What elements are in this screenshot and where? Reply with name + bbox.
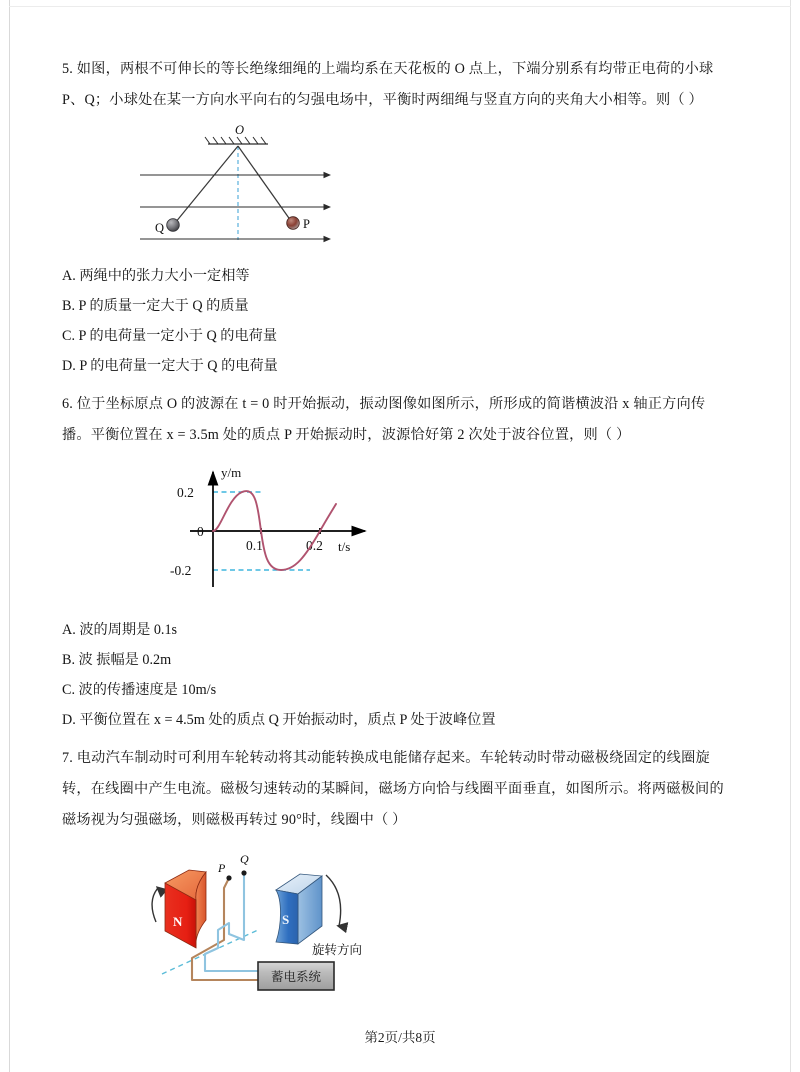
label-south-pole: S	[282, 912, 290, 927]
question-6-option-c: C. 波的传播速度是 10m/s	[62, 682, 217, 698]
page-edge-top	[9, 6, 791, 7]
question-5-option-b: B. P 的质量一定大于 Q 的质量	[62, 298, 249, 314]
question-6-option-b: B. 波 振幅是 0.2m	[62, 652, 172, 668]
question-6-line-1: 6. 位于坐标原点 O 的波源在 t = 0 时开始振动，振动图像如图所示，所形成的简谐横波沿 x 轴正方向传	[62, 396, 706, 412]
label-ball-P: P	[303, 217, 310, 231]
coil-wire-blue	[205, 875, 258, 971]
question-5-line-1: 5. 如图，两根不可伸长的等长绝缘细绳的上端均系在天花板的 O 点上，下端分别系有均带正电荷的小球	[62, 61, 714, 77]
label-storage-system: 蓄电系统	[270, 970, 322, 984]
charged-ball-P	[287, 217, 300, 230]
y-tick-minus-0.2: -0.2	[170, 563, 192, 578]
y-tick-0.2: 0.2	[177, 485, 194, 500]
page-edge-right	[790, 0, 791, 1072]
wave-displacement-time-graph	[150, 459, 410, 609]
label-north-pole: N	[173, 914, 183, 929]
question-5-line-2: P、Q；小球处在某一方向水平向右的匀强电场中，平衡时两细绳与竖直方向的夹角大小相等。则（ ）	[62, 92, 703, 108]
question-5-option-d: D. P 的电荷量一定大于 Q 的电荷量	[62, 358, 278, 374]
charged-ball-Q	[167, 219, 180, 232]
storage-system-box	[258, 962, 334, 990]
y-axis-label: y/m	[221, 465, 242, 480]
y-tick-0: 0	[197, 524, 204, 539]
question-6-option-a: A. 波的周期是 0.1s	[62, 622, 178, 638]
label-origin-O: O	[235, 123, 245, 137]
x-tick-0.2: 0.2	[306, 538, 323, 553]
south-magnet	[276, 874, 322, 944]
string-to-P	[238, 146, 291, 221]
north-magnet	[165, 870, 206, 948]
terminal-point-Q	[241, 870, 246, 875]
question-5-option-a: A. 两绳中的张力大小一定相等	[62, 268, 250, 284]
question-6	[62, 389, 740, 735]
question-5-option-c: C. P 的电荷量一定小于 Q 的电荷量	[62, 328, 278, 344]
page-footer: 第2页/共8页	[364, 1030, 436, 1045]
label-rotation-direction: 旋转方向	[312, 943, 363, 957]
question-7-line-1: 7. 电动汽车制动时可利用车轮转动将其动能转换成电能储存起来。车轮转动时带动磁极绕固定的线圈旋	[62, 750, 710, 766]
question-7	[62, 743, 740, 1014]
label-terminal-P: P	[218, 861, 226, 875]
rotation-arrow-left	[152, 888, 158, 922]
page-content	[62, 54, 740, 1014]
string-to-Q	[175, 146, 238, 223]
question-5	[62, 54, 740, 381]
label-ball-Q: Q	[155, 221, 165, 235]
question-7-line-3: 磁场视为匀强磁场，则磁极再转过 90°时，线圈中（ ）	[62, 812, 407, 828]
question-7-line-2: 转，在线圈中产生电流。磁极匀速转动的某瞬间，磁场方向恰与线圈平面垂直，如图所示。将两磁极间的	[62, 781, 724, 797]
label-terminal-Q: Q	[240, 852, 249, 866]
question-6-option-d: D. 平衡位置在 x = 4.5m 处的质点 Q 开始振动时，质点 P 处于波峰位置	[62, 712, 496, 728]
x-tick-0.1: 0.1	[246, 538, 263, 553]
ceiling-hatching	[205, 137, 266, 144]
terminal-point-P	[226, 875, 231, 880]
page-edge-left	[9, 0, 10, 1072]
x-axis-label: t/s	[338, 539, 351, 554]
question-6-line-2: 播。平衡位置在 x = 3.5m 处的质点 P 开始振动时，波源恰好第 2 次处于波谷位置，则（ ）	[62, 427, 631, 443]
rotating-magnets-coil-diagram	[140, 844, 410, 1014]
rotation-arrow-right	[326, 875, 341, 926]
ceiling-strings-charges-diagram	[134, 122, 374, 257]
